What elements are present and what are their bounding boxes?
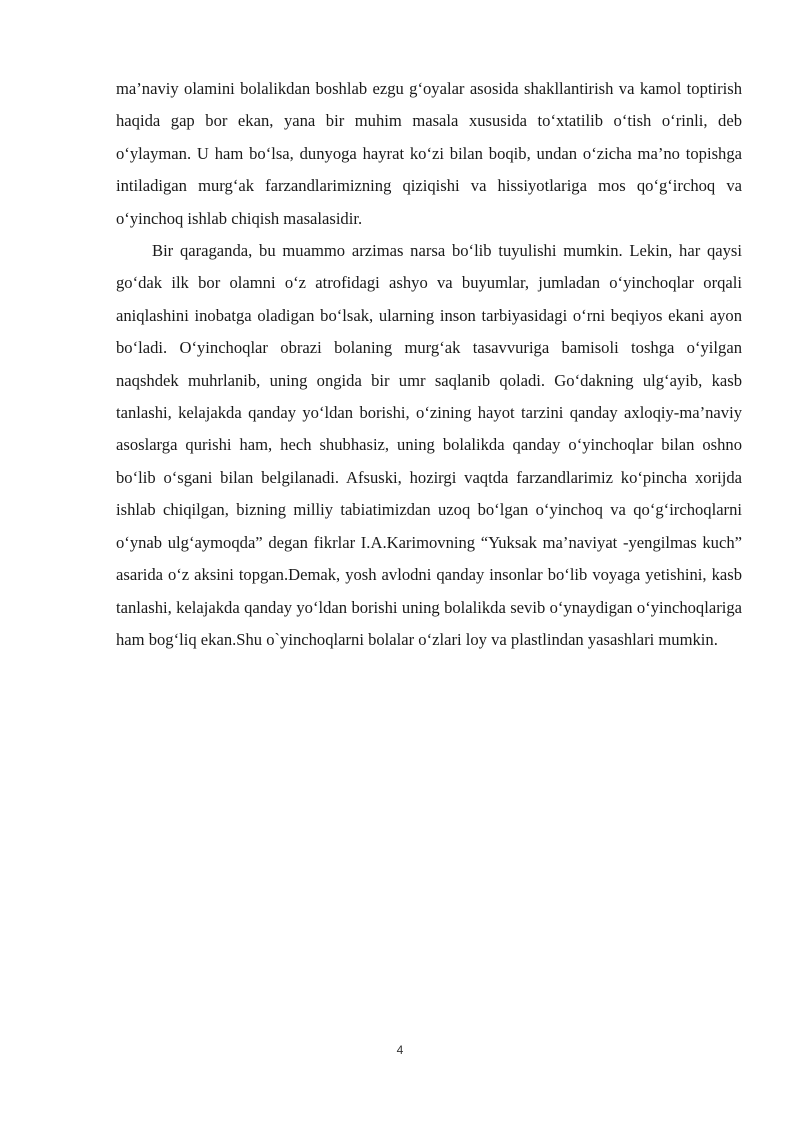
paragraph-2: Bir qaraganda, bu muammo arzimas narsa bo‘lib tuyulishi mumkin. Lekin, har qaysi go‘dak ilk bor olamni o‘z atrofidagi ashyo va buyumlar, jumladan o‘yinchoqlar orqali aniqlashini inobatga oladigan bo‘lsak, ularning inson tarbiyasidagi o‘rni beqiyos ekani ayon bo‘ladi. O‘yinchoqlar obrazi bolaning murg‘ak tasavvuriga bamisoli toshga o‘yilgan naqshdek muhrlanib, uning ongida bir umr saqlanib qoladi. Go‘dakning ulg‘ayib, kasb tanlashi, kelajakda qanday yo‘ldan borishi, o‘zining hayot tarzini qanday axloqiy-ma’naviy asoslarga qurishi ham, hech shubhasiz, uning bolalikda qanday o‘yinchoqlar bilan oshno bo‘lib o‘sgani bilan belgilanadi. Afsuski, hozirgi vaqtda farzandlarimiz ko‘pincha xorijda ishlab chiqilgan, bizning milliy tabiatimizdan uzoq bo‘lgan o‘yinchoq va qo‘g‘irchoqlarni o‘ynab ulg‘aymoqda” degan fikrlar I.A.Karimovning “Yuksak ma’naviyat -yengilmas kuch” asarida o‘z aksini topgan.Demak, yosh avlodni qanday insonlar bo‘lib voyaga yetishini, kasb tanlashi, kelajakda qanday yo‘ldan borishi uning bolalikda sevib o‘ynaydigan o‘yinchoqlariga ham bog‘liq ekan.Shu o`yinchoqlarni bolalar o‘zlari loy va plastlindan yasashlari mumkin. bbox=[116, 241, 742, 649]
paragraph-1: ma’naviy olamini bolalikdan boshlab ezgu g‘oyalar asosida shakllantirish va kamol toptirish haqida gap bor ekan, yana bir muhim masala xususida to‘xtatilib o‘tish o‘rinli, deb o‘ylayman. U ham bo‘lsa, dunyoga hayrat ko‘zi bilan boqib, undan o‘zicha ma’no topishga intiladigan murg‘ak farzandlarimizning qiziqishi va hissiyotlariga mos qo‘g‘irchoq va o‘yinchoq ishlab chiqish masalasidir. bbox=[116, 79, 742, 228]
body-text bbox=[116, 73, 742, 656]
page-number: 4 bbox=[396, 1043, 404, 1057]
